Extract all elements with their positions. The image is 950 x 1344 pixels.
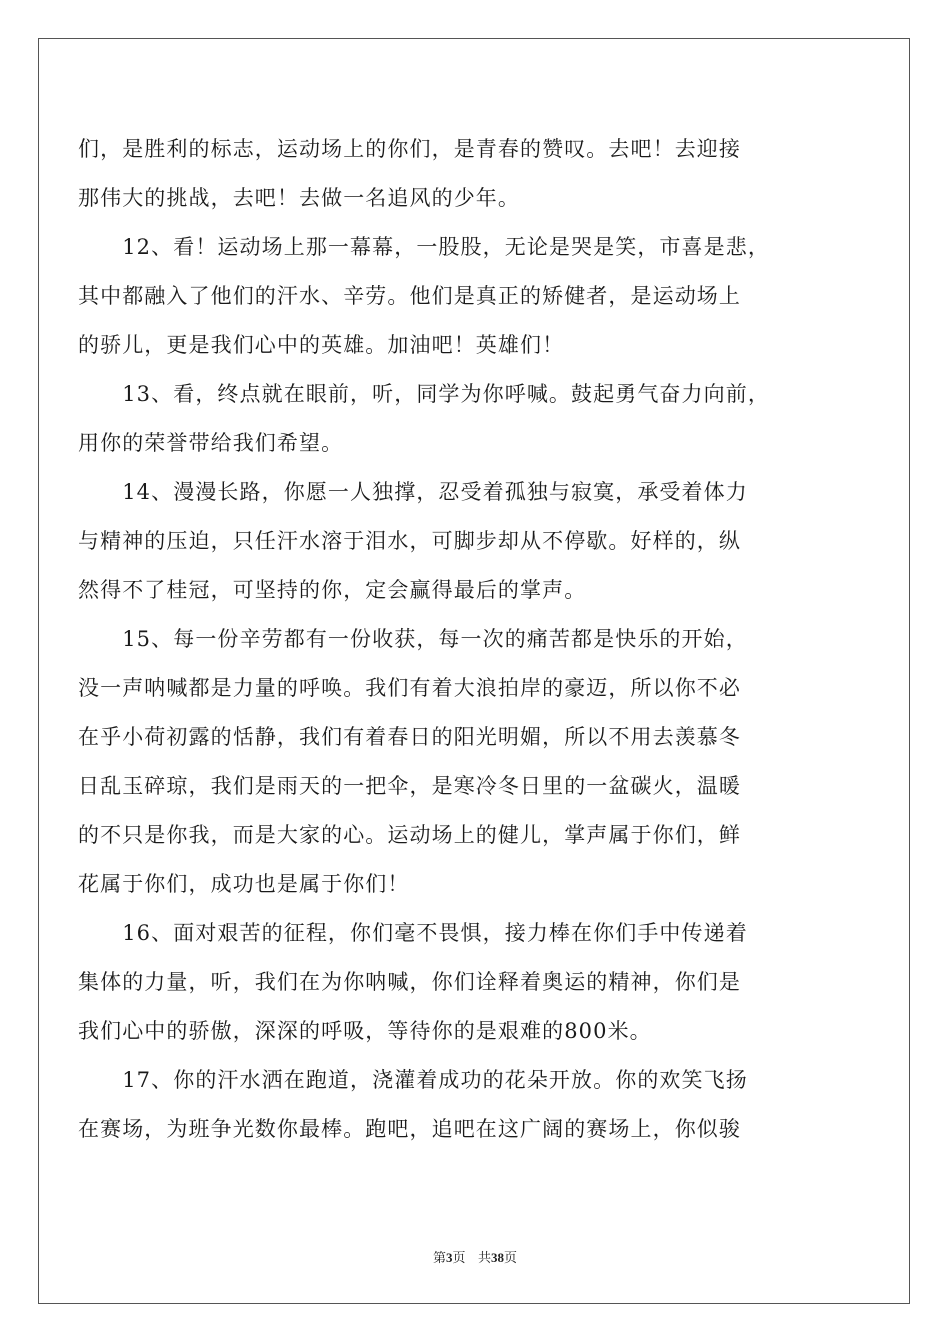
text-line: 日乱玉碎琼，我们是雨天的一把伞，是寒冷冬日里的一盆碳火，温暖: [78, 774, 741, 798]
text-line: 12、看！运动场上那一幕幕，一股股，无论是哭是笑，市喜是悲，: [78, 235, 770, 259]
text-line: 14、漫漫长路，你愿一人独撑，忍受着孤独与寂寞，承受着体力: [78, 480, 748, 504]
document-body: [78, 125, 858, 1154]
total-page-count: 38: [490, 1250, 504, 1265]
text-line: 在赛场，为班争光数你最棒。跑吧，追吧在这广阔的赛场上，你似骏: [78, 1117, 741, 1141]
text-line: 的骄儿，更是我们心中的英雄。加油吧！英雄们！: [78, 333, 565, 357]
text-line: 13、看，终点就在眼前，听，同学为你呼喊。鼓起勇气奋力向前，: [78, 382, 770, 406]
footer-middle: 页 共: [452, 1251, 491, 1266]
text-line: 与精神的压迫，只任汗水溶于泪水，可脚步却从不停歇。好样的，纵: [78, 529, 741, 553]
current-page-number: 3: [446, 1250, 453, 1265]
page-footer: [0, 1247, 950, 1266]
text-line: 然得不了桂冠，可坚持的你，定会赢得最后的掌声。: [78, 578, 587, 602]
footer-prefix: 第: [433, 1251, 447, 1266]
text-line: 的不只是你我，而是大家的心。运动场上的健儿，掌声属于你们，鲜: [78, 823, 741, 847]
text-line: 用你的荣誉带给我们希望。: [78, 431, 344, 455]
text-line: 集体的力量，听，我们在为你呐喊，你们诠释着奥运的精神，你们是: [78, 970, 741, 994]
text-line: 们，是胜利的标志，运动场上的你们，是青春的赞叹。去吧！去迎接: [78, 137, 741, 161]
text-line: 17、你的汗水洒在跑道，浇灌着成功的花朵开放。你的欢笑飞扬: [78, 1068, 748, 1092]
text-line: 花属于你们，成功也是属于你们！: [78, 872, 410, 896]
text-line: 16、面对艰苦的征程，你们毫不畏惧，接力棒在你们手中传递着: [78, 921, 748, 945]
text-line: 没一声呐喊都是力量的呼唤。我们有着大浪拍岸的豪迈，所以你不必: [78, 676, 741, 700]
text-line: 15、每一份辛劳都有一份收获，每一次的痛苦都是快乐的开始，: [78, 627, 748, 651]
text-line: 我们心中的骄傲，深深的呼吸，等待你的是艰难的800米。: [78, 1019, 652, 1043]
text-line: 其中都融入了他们的汗水、辛劳。他们是真正的矫健者，是运动场上: [78, 284, 741, 308]
footer-suffix: 页: [503, 1251, 517, 1266]
text-line: 在乎小荷初露的恬静，我们有着春日的阳光明媚，所以不用去羡慕冬: [78, 725, 741, 749]
text-line: 那伟大的挑战，去吧！去做一名追风的少年。: [78, 186, 520, 210]
